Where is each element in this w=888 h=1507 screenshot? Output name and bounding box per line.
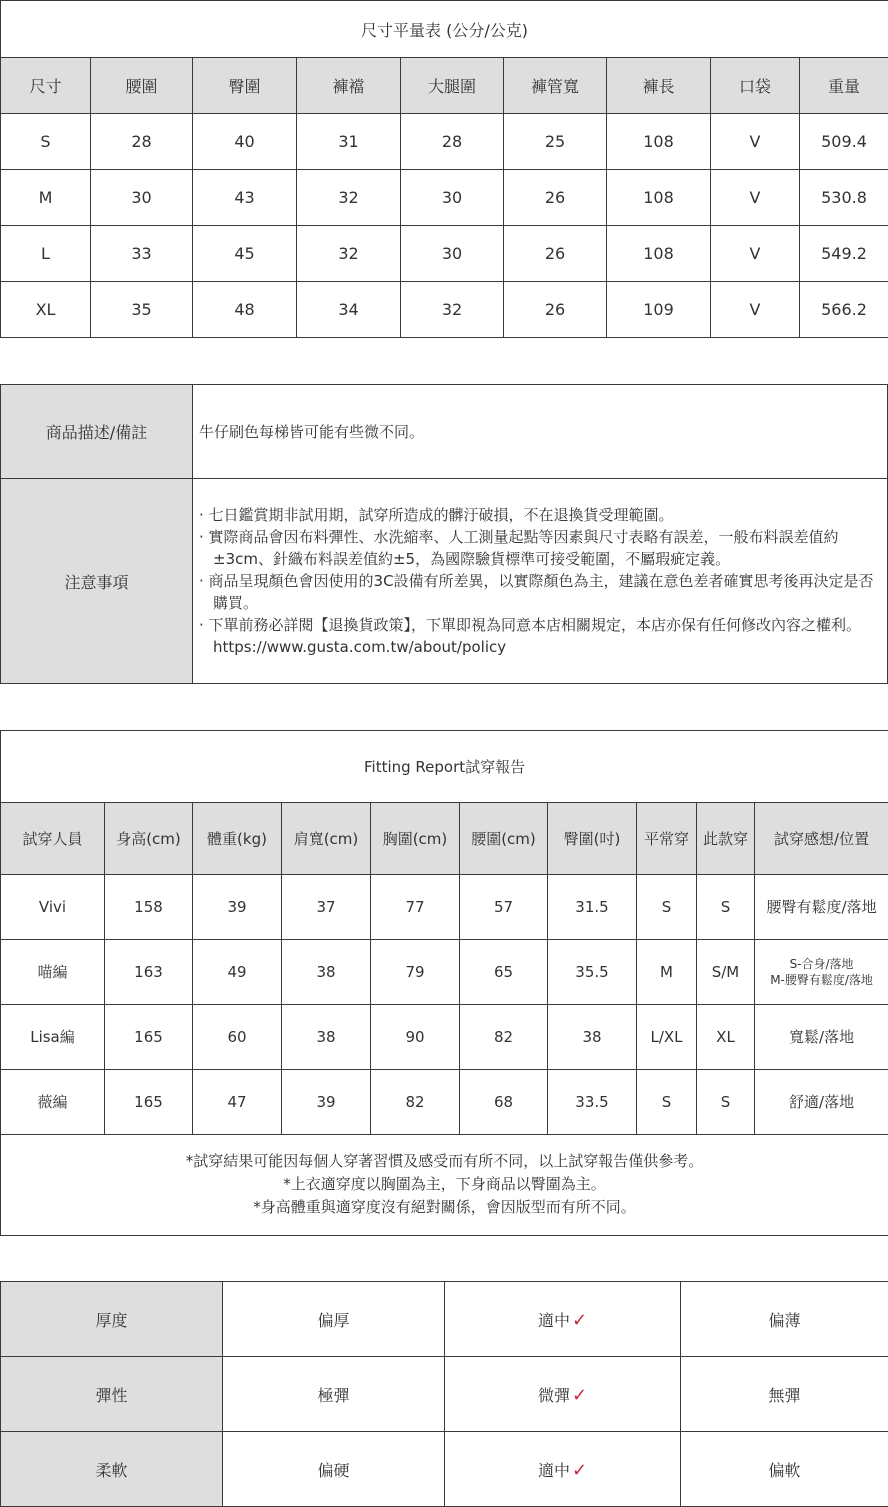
table-cell: 82: [371, 1069, 460, 1134]
table-cell: 39: [282, 1069, 371, 1134]
option-label: 偏硬: [317, 1461, 349, 1480]
table-cell: XL: [1, 282, 91, 338]
table-cell: 65: [460, 939, 548, 1004]
table-cell: 68: [460, 1069, 548, 1134]
column-header: 腰圍(cm): [460, 803, 548, 874]
check-icon: ✓: [572, 1460, 587, 1481]
table-cell: XL: [697, 1004, 755, 1069]
table-cell: 48: [193, 282, 297, 338]
column-header: 褲襠: [297, 58, 401, 114]
table-cell: L/XL: [637, 1004, 697, 1069]
table-cell: 77: [371, 874, 460, 939]
footnote: *試穿結果可能因每個人穿著習慣及感受而有所不同，以上試穿報告僅供參考。: [1, 1150, 888, 1173]
footnote: *身高體重與適穿度沒有絕對關係，會因版型而有所不同。: [1, 1196, 888, 1219]
column-header: 口袋: [711, 58, 800, 114]
description-text: 牛仔刷色每梯皆可能有些微不同。: [193, 385, 888, 479]
table-cell: 43: [193, 170, 297, 226]
option-label: 無彈: [768, 1386, 800, 1405]
description-table: [0, 384, 888, 684]
table-cell: S: [637, 874, 697, 939]
table-cell: 25: [504, 114, 607, 170]
fabric-option: [681, 1357, 888, 1432]
table-cell: V: [711, 226, 800, 282]
table-cell: 79: [371, 939, 460, 1004]
table-cell: 509.4: [800, 114, 888, 170]
option-label: 偏軟: [768, 1461, 800, 1480]
table-cell: 108: [607, 114, 711, 170]
table-cell: S: [697, 874, 755, 939]
table-cell: 35.5: [548, 939, 637, 1004]
column-header: 胸圍(cm): [371, 803, 460, 874]
table-cell: 165: [105, 1004, 193, 1069]
column-header: 重量: [800, 58, 888, 114]
table-row: [1, 114, 888, 170]
table-cell: V: [711, 170, 800, 226]
column-header: 身高(cm): [105, 803, 193, 874]
table-cell: 28: [401, 114, 504, 170]
table-cell: 60: [193, 1004, 282, 1069]
table-cell: 26: [504, 282, 607, 338]
fabric-row: [1, 1282, 888, 1357]
table-cell: 549.2: [800, 226, 888, 282]
column-header: 褲長: [607, 58, 711, 114]
fitting-report-table: [0, 730, 888, 1236]
fabric-option: [445, 1357, 681, 1432]
table-cell: 28: [91, 114, 193, 170]
table-cell: V: [711, 282, 800, 338]
table-cell: 39: [193, 874, 282, 939]
fitting-report-header: [1, 803, 888, 874]
table-row: [1, 939, 888, 1004]
table-cell: Vivi: [1, 874, 105, 939]
fabric-option: [223, 1432, 445, 1507]
table-cell: 腰臀有鬆度/落地: [755, 874, 888, 939]
column-header: 試穿人員: [1, 803, 105, 874]
table-cell: 32: [401, 282, 504, 338]
table-cell: 33: [91, 226, 193, 282]
size-table-header: [1, 58, 888, 114]
column-header: 大腿圍: [401, 58, 504, 114]
table-cell: 40: [193, 114, 297, 170]
table-cell: V: [711, 114, 800, 170]
table-cell: 109: [607, 282, 711, 338]
footnotes: [1, 1134, 888, 1236]
table-cell: 38: [282, 939, 371, 1004]
column-header: 體重(kg): [193, 803, 282, 874]
column-header: 腰圍: [91, 58, 193, 114]
table-cell: 82: [460, 1004, 548, 1069]
fabric-option: [445, 1282, 681, 1357]
option-label: 極彈: [317, 1386, 349, 1405]
table-cell: Lisa編: [1, 1004, 105, 1069]
table-cell: 35: [91, 282, 193, 338]
table-cell: 38: [548, 1004, 637, 1069]
option-label: 偏薄: [768, 1311, 800, 1330]
note-item: · 七日鑑賞期非試用期，試穿所造成的髒汙破損，不在退換貨受理範圍。: [199, 504, 877, 526]
column-header: 臀圍(吋): [548, 803, 637, 874]
table-cell: 26: [504, 170, 607, 226]
table-cell: 33.5: [548, 1069, 637, 1134]
table-cell: 566.2: [800, 282, 888, 338]
fabric-option: [681, 1282, 888, 1357]
table-cell: 32: [297, 170, 401, 226]
table-cell: S: [697, 1069, 755, 1134]
table-cell: 45: [193, 226, 297, 282]
table-cell: 30: [401, 226, 504, 282]
table-row: [1, 226, 888, 282]
fabric-label: 柔軟: [1, 1432, 223, 1507]
note-item: · 實際商品會因布料彈性、水洗縮率、人工測量起點等因素與尺寸表略有誤差，一般布料誤差值約±3cm、針織布料誤差值約±5，為國際驗貨標準可接受範圍，不屬瑕疵定義。: [199, 526, 877, 570]
column-header: 試穿感想/位置: [755, 803, 888, 874]
table-cell: 90: [371, 1004, 460, 1069]
fabric-option: [681, 1432, 888, 1507]
option-label: 微彈: [538, 1386, 570, 1405]
table-cell: S: [1, 114, 91, 170]
table-cell: 158: [105, 874, 193, 939]
table-cell: 38: [282, 1004, 371, 1069]
note-item: · 商品呈現顏色會因使用的3C設備有所差異，以實際顏色為主，建議在意色差者確實思考後再決定是否購買。: [199, 570, 877, 614]
table-cell: 37: [282, 874, 371, 939]
table-cell: 32: [297, 226, 401, 282]
table-cell: M: [637, 939, 697, 1004]
table-cell: 寬鬆/落地: [755, 1004, 888, 1069]
table-cell: 31.5: [548, 874, 637, 939]
table-cell: 163: [105, 939, 193, 1004]
table-cell: 薇編: [1, 1069, 105, 1134]
size-table-title: 尺寸平量表 (公分/公克): [1, 1, 888, 58]
table-cell: 喵編: [1, 939, 105, 1004]
table-cell: 31: [297, 114, 401, 170]
comment-line: S-合身/落地: [755, 956, 888, 972]
table-cell: 26: [504, 226, 607, 282]
table-cell: 165: [105, 1069, 193, 1134]
option-label: 偏厚: [317, 1311, 349, 1330]
option-label: 適中: [538, 1461, 570, 1480]
notes-list: [193, 479, 888, 684]
column-header: 尺寸: [1, 58, 91, 114]
table-cell: 30: [401, 170, 504, 226]
table-row: [1, 1069, 888, 1134]
table-cell: 舒適/落地: [755, 1069, 888, 1134]
fabric-row: [1, 1432, 888, 1507]
fitting-report-title: Fitting Report試穿報告: [1, 731, 888, 803]
table-cell: 57: [460, 874, 548, 939]
footnote-row: [1, 1134, 888, 1236]
note-item: · 下單前務必詳閱【退換貨政策】，下單即視為同意本店相關規定，本店亦保有任何修改內容之權利。https://www.gusta.com.tw/about/policy: [199, 614, 877, 658]
column-header: 此款穿: [697, 803, 755, 874]
table-cell: L: [1, 226, 91, 282]
table-row: [1, 874, 888, 939]
fabric-label: 厚度: [1, 1282, 223, 1357]
table-cell: 530.8: [800, 170, 888, 226]
notes-label: 注意事項: [1, 479, 193, 684]
table-cell: 108: [607, 226, 711, 282]
fabric-table: [0, 1281, 888, 1507]
table-cell: 108: [607, 170, 711, 226]
size-table: [0, 0, 888, 338]
option-label: 適中: [538, 1311, 570, 1330]
column-header: 肩寬(cm): [282, 803, 371, 874]
fabric-option: [223, 1282, 445, 1357]
check-icon: ✓: [572, 1310, 587, 1331]
column-header: 臀圍: [193, 58, 297, 114]
fabric-row: [1, 1357, 888, 1432]
footnote: *上衣適穿度以胸圍為主，下身商品以臀圍為主。: [1, 1173, 888, 1196]
table-row: [1, 282, 888, 338]
table-cell: M: [1, 170, 91, 226]
comment-line: M-腰臀有鬆度/落地: [755, 972, 888, 988]
table-row: [1, 1004, 888, 1069]
column-header: 褲管寬: [504, 58, 607, 114]
table-cell: [755, 939, 888, 1004]
column-header: 平常穿: [637, 803, 697, 874]
table-row: [1, 170, 888, 226]
table-cell: 34: [297, 282, 401, 338]
fabric-label: 彈性: [1, 1357, 223, 1432]
fabric-option: [445, 1432, 681, 1507]
table-cell: S/M: [697, 939, 755, 1004]
table-cell: 47: [193, 1069, 282, 1134]
table-cell: S: [637, 1069, 697, 1134]
check-icon: ✓: [572, 1385, 587, 1406]
table-cell: 49: [193, 939, 282, 1004]
fabric-option: [223, 1357, 445, 1432]
description-label: 商品描述/備註: [1, 385, 193, 479]
table-cell: 30: [91, 170, 193, 226]
